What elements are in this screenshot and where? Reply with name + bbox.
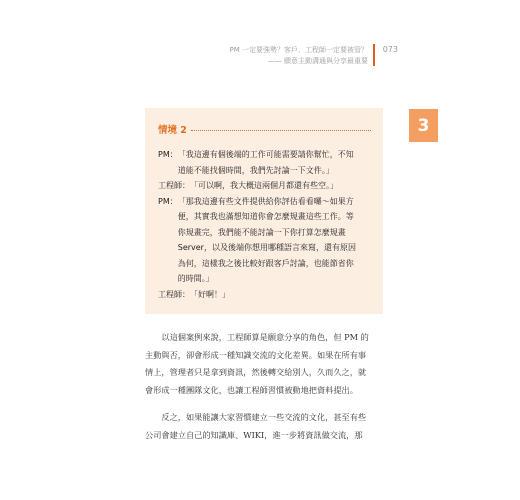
dialog-entry	[158, 178, 371, 194]
speech-text	[178, 194, 356, 287]
dialog-entry	[158, 147, 371, 178]
speech-line: 便，其實我也滿想知道你會怎麼規畫這些工作。等	[177, 212, 354, 221]
speech-text	[190, 287, 230, 303]
speech-line: 為何，這樣我之後比較好跟客戶討論，也能節省你	[177, 258, 354, 268]
dialog	[158, 147, 371, 302]
speech-text	[190, 178, 338, 194]
speech-line: Server，以及後端你想用哪種語言來寫，還有原因	[177, 243, 356, 252]
body-paragraph-1	[145, 329, 390, 399]
paragraph-line: 公司會建立自己的知識庫、WIKI，進一步將資訊做交流，那	[145, 429, 363, 440]
speech-line: 道能不能找個時間，我們先討論一下文件。」	[177, 165, 334, 175]
speech-line: 「那我這邊有些文件提供給你評估看看囉～如果方	[177, 196, 354, 206]
speech-text	[178, 147, 354, 178]
header-divider	[373, 44, 375, 66]
scenario-box	[145, 108, 383, 314]
speaker-label: 工程師：	[158, 289, 190, 299]
dialog-entry	[158, 194, 371, 287]
dotted-rule	[191, 130, 371, 131]
header-title: PM 一定要強勢？客戶、工程師一定要被管？	[229, 46, 368, 54]
chapter-tab: 3	[409, 109, 438, 142]
scenario-title-row	[158, 122, 371, 136]
body-paragraph-2	[145, 409, 390, 444]
paragraph-line: 情上，管理者只是拿到資訊，然後轉交給別人，久而久之，就	[145, 367, 367, 377]
page-number: 073	[382, 45, 398, 54]
paragraph-line: 反之，如果能讓大家習慣建立一些交流的文化，甚至有些	[145, 412, 367, 422]
speaker-label: PM：	[158, 196, 178, 206]
dialog-entry	[158, 287, 371, 303]
speech-line: 「可以啊，我大概這兩個月都還有些空。」	[190, 181, 338, 190]
scenario-title: 情境 2	[158, 125, 187, 136]
speech-line: 你規畫完，我們能不能討論一下你打算怎麼規畫	[177, 227, 346, 237]
speaker-label: 工程師：	[158, 181, 190, 190]
running-header	[150, 44, 398, 78]
paragraph-line: 以這個案例來說，工程師算是願意分享的角色，但 PM 的	[145, 332, 369, 342]
speech-line: 「好啊！」	[190, 289, 230, 299]
speech-line: 「我這邊有個後端的工作可能需要請你幫忙，不知	[177, 150, 354, 159]
header-subtitle: —— 願意主動溝通與分享最重要	[267, 57, 368, 65]
paragraph-line: 主動與否，卻會形成一種知識交流的文化差異。如果在所有事	[145, 349, 367, 360]
speech-line: 的時間。」	[177, 274, 214, 283]
paragraph-line: 會形成一種團隊文化，也讓工程師習慣被動地把資料提出。	[145, 384, 358, 395]
speaker-label: PM：	[158, 150, 178, 159]
